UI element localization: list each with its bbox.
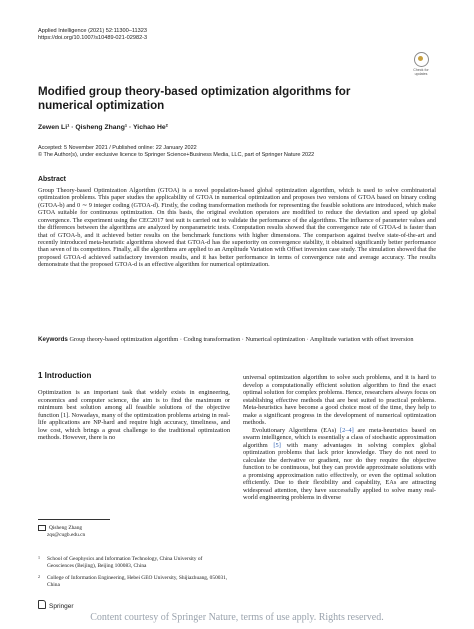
keywords-text: Group theory-based optimization algorithm · Coding transformation · Numerical optimization · Amplitude variation with offset inversion xyxy=(69,336,414,343)
citation-link[interactable]: [5] xyxy=(273,441,281,449)
affiliation-text: College of Information Engineering, Hebei GEO University, Shijiazhuang, 050031, China xyxy=(47,575,228,588)
paragraph-text: Evolutionary Algorithms (EAs) xyxy=(252,426,341,434)
accepted-published-line: Accepted: 5 November 2021 / Published online: 22 January 2022 xyxy=(38,145,197,151)
keywords-label: Keywords xyxy=(38,336,68,343)
publication-dates xyxy=(38,145,314,160)
author-list: Zewen Li¹ · Qisheng Zhang¹ · Yichao He² xyxy=(38,124,168,131)
intro-paragraph-2: universal optimization algorithm to solve such problems, and it is hard to develop a computationally efficient solution algorithm to find the exact optimal solution for complex problems. Hence, researchers always focus on establishing effective methods that are best suited to practical problems. Meta-heuristics have become a good choice most of the time, they help to make a significant progress in the development of numerical optimization methods. xyxy=(243,374,436,426)
affiliation-text: School of Geophysics and Information Technology, China University of Geosciences (Beijing), Beijing 100083, China xyxy=(47,556,203,569)
journal-citation: Applied Intelligence (2021) 52:11300–11323 xyxy=(38,28,147,34)
corresponding-author xyxy=(38,525,85,539)
citation-link[interactable]: [2–4] xyxy=(340,426,354,434)
doi-link[interactable]: https://doi.org/10.1007/s10489-021-02982-3 xyxy=(38,35,148,42)
affiliation-1 xyxy=(38,556,230,570)
contact-name: Qisheng Zhang xyxy=(49,525,83,532)
introduction-heading: 1 Introduction xyxy=(38,371,92,380)
paragraph-text: are meta-heuristics based on swarm intelligence, which is essentially a class of stochastic approximation algorithm xyxy=(243,426,436,449)
paragraph-text: with many advantages in solving complex global optimization problems that lack prior knowledge. They do not need to calculate the derivative or gradient, nor do they require the objective function to be continuous, but they can provide approximate solutions with a promising approximation ratio effectively, or even the optimal solution efficiently. Due to their flexibility and capability, EAs are attracting widespread attention, they have successfully applied to solve many real-world engineering problems in diverse xyxy=(243,441,436,501)
intro-paragraph-1: Optimization is an important task that widely exists in engineering, economics and computer science, the aim is to find the maximum or minimum best solution among all feasible solutions of the objective function [1]. Nowadays, many of the optimization problems arising in real-life applications are NP-hard and require high accuracy, timeliness, and low cost, which brings a great challenge to the traditional optimization methods. However, there is no xyxy=(38,389,230,441)
envelope-icon xyxy=(38,525,46,531)
update-check-icon xyxy=(414,52,429,67)
badge-label: Check for updates xyxy=(413,68,429,77)
intro-paragraph-3 xyxy=(243,427,436,502)
publisher-logo xyxy=(38,600,74,610)
affiliation-number: 1 xyxy=(38,555,40,560)
paper-title: Modified group theory-based optimization algorithms for numerical optimization xyxy=(38,85,351,113)
publisher-name: Springer xyxy=(49,603,74,610)
journal-header xyxy=(38,28,147,43)
courtesy-notice: Content courtesy of Springer Nature, terms of use apply. Rights reserved. xyxy=(90,612,384,623)
affiliation-number: 2 xyxy=(38,574,40,579)
copyright-line: © The Author(s), under exclusive licence to Springer Science+Business Media, LLC, part of Springer Nature 2022 xyxy=(38,152,315,159)
body-column-left xyxy=(38,389,230,442)
springer-horse-icon xyxy=(38,600,46,609)
body-column-right xyxy=(243,374,436,502)
affiliation-2 xyxy=(38,575,230,589)
contact-email[interactable]: zqs@cugb.edu.cn xyxy=(47,532,86,539)
abstract-text: Group Theory-based Optimization Algorithm (GTOA) is a novel population-based global optimization algorithm, which is used to solve combinatorial optimization problems. This paper studies the applicability of GTOA in numerical optimization and proposes two versions of GTOA based on binary coding (GTOA-b) and 0 ∼ 9 integer coding (GTOA-d). Firstly, the coding transformation methods for representing the feasible solutions are introduced, which make GTOA suitable for continuous optimization. On this basis, the original evolution operators are modified to reduce the deviation and speed up global convergence. The experiment using the CEC2017 test suit is carried out to validate the performance of the algorithms. The influence of parameter values and the differences between the algorithms are analyzed by nonparametric tests. Computation results showed that the convergence rate of GTOA-d is faster than that of GTOA-b, and it achieved better results on the benchmark functions with higher dimensions. The comparison against twelve state-of-the-art and recently introduced meta-heuristic algorithms showed that GTOA-d has the superiority on convergence stability, it obtained significantly better performance than seven of its competitors. Finally, all the algorithms are applied to an Amplitude Variation with Offset inversion case study. The simulation showed that the proposed GTOA-d achieved satisfactory inversion results, and it has better performance in terms of convergence rate and average accuracy. The results demonstrate that the proposed GTOA-d is an effective algorithm for numerical optimization. xyxy=(38,187,436,269)
footnote-divider xyxy=(38,519,110,520)
abstract-heading: Abstract xyxy=(38,176,66,183)
keywords-block xyxy=(38,336,436,343)
check-for-updates-badge[interactable] xyxy=(410,52,432,78)
